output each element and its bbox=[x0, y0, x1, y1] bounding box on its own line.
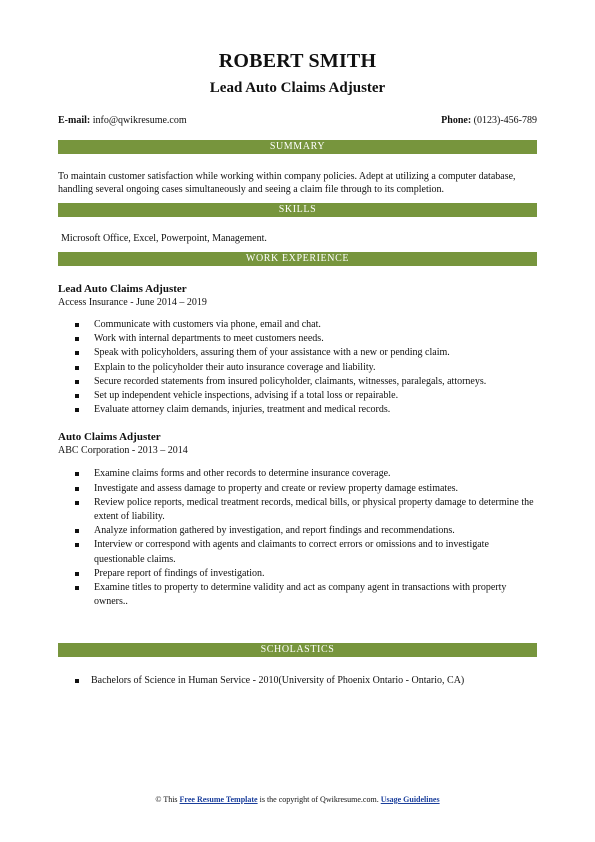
email-value[interactable]: info@qwikresume.com bbox=[92, 115, 187, 126]
candidate-title: Lead Auto Claims Adjuster bbox=[209, 80, 386, 96]
summary-text: To maintain customer satisfaction while working within company policies. Adept at utilizing a computer database, handling several ongoing cases simultaneously and seeing a claim file through to its completion. bbox=[58, 171, 516, 195]
job-entry bbox=[58, 283, 537, 417]
candidate-name: ROBERT SMITH bbox=[218, 50, 377, 72]
duty-item: Work with internal departments to meet customers needs. bbox=[58, 332, 537, 346]
section-header-experience: WORK EXPERIENCE bbox=[58, 252, 537, 266]
duty-item: Prepare report of findings of investigation. bbox=[58, 567, 537, 581]
section-header-scholastics: SCHOLASTICS bbox=[58, 643, 537, 657]
job-company-dates: ABC Corporation - 2013 – 2014 bbox=[58, 445, 188, 457]
email-block bbox=[58, 115, 187, 127]
job-entry bbox=[58, 431, 537, 609]
duty-item: Secure recorded statements from insured policyholder, claimants, witnesses, paralegals, attorneys. bbox=[58, 375, 537, 389]
education-item: Bachelors of Science in Human Service - 2010(University of Phoenix Ontario - Ontario, CA) bbox=[58, 674, 537, 688]
duty-item: Evaluate attorney claim demands, injuries, treatment and medical records. bbox=[58, 403, 537, 417]
section-header-skills: SKILLS bbox=[58, 203, 537, 217]
free-resume-template-link[interactable]: Free Resume Template bbox=[179, 795, 258, 804]
resume-page bbox=[58, 0, 537, 689]
job-duties-list bbox=[58, 467, 537, 609]
duty-item: Examine titles to property to determine validity and act as company agent in transactions with property owners.. bbox=[58, 581, 537, 609]
duty-item: Analyze information gathered by investigation, and report findings and recommendations. bbox=[58, 524, 537, 538]
job-duties-list bbox=[58, 318, 537, 417]
job-company-dates: Access Insurance - June 2014 – 2019 bbox=[58, 297, 207, 308]
phone-label: Phone: bbox=[441, 115, 472, 126]
duty-item: Review police reports, medical treatment records, medical bills, or physical property damage to determine the extent of liability. bbox=[58, 496, 537, 524]
job-title: Auto Claims Adjuster bbox=[58, 431, 161, 444]
email-label: E-mail: bbox=[58, 115, 91, 126]
job-title: Lead Auto Claims Adjuster bbox=[58, 283, 187, 295]
duty-item: Interview or correspond with agents and claimants to correct errors or omissions and to investigate questionable claims. bbox=[58, 538, 537, 566]
duty-item: Set up independent vehicle inspections, advising if a total loss or repairable. bbox=[58, 389, 537, 403]
page-footer bbox=[0, 795, 595, 805]
duty-item: Investigate and assess damage to property and create or review property damage estimates. bbox=[58, 482, 537, 496]
skills-text: Microsoft Office, Excel, Powerpoint, Management. bbox=[61, 233, 267, 244]
phone-block bbox=[441, 115, 537, 127]
section-header-summary: SUMMARY bbox=[58, 140, 537, 154]
footer-prefix: © This bbox=[155, 795, 178, 804]
usage-guidelines-link[interactable]: Usage Guidelines bbox=[380, 795, 440, 804]
duty-item: Communicate with customers via phone, email and chat. bbox=[58, 318, 537, 332]
footer-copyright-text: is the copyright of Qwikresume.com. bbox=[259, 795, 379, 804]
phone-value: (0123)-456-789 bbox=[473, 115, 537, 126]
duty-item: Explain to the policyholder their auto insurance coverage and liability. bbox=[58, 361, 537, 375]
contact-row bbox=[58, 115, 537, 127]
education-list bbox=[58, 674, 537, 688]
duty-item: Examine claims forms and other records to determine insurance coverage. bbox=[58, 467, 537, 481]
duty-item: Speak with policyholders, assuring them of your assistance with a new or pending claim. bbox=[58, 346, 537, 360]
